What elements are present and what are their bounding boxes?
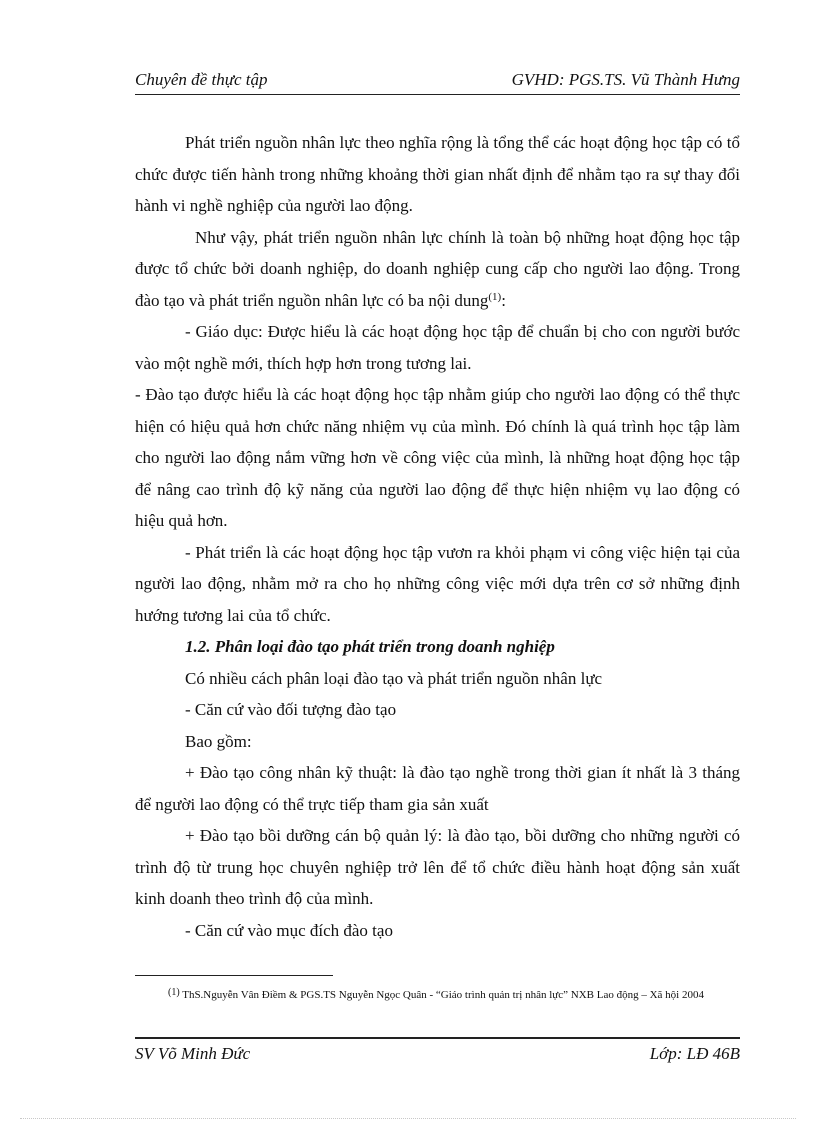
list-item-by-target: - Căn cứ vào đối tượng đào tạo xyxy=(185,700,397,719)
paragraph-classification-intro: Có nhiều cách phân loại đào tạo và phát triển nguồn nhân lực xyxy=(185,668,603,688)
footnote-separator xyxy=(135,975,333,976)
paragraph-includes: Bao gồm: xyxy=(185,731,252,751)
paragraph-hrd-broad-definition: Phát triển nguồn nhân lực theo nghĩa rộng là tổng thể các hoạt động học tập có tổ chức được tiến hành trong những khoảng thời gian nhất định để nhằm tạo ra sự thay đổi hành vi nghề nghiệp của người lao động. xyxy=(135,133,740,215)
page-body xyxy=(135,127,740,946)
list-item-managers: + Đào tạo bồi dưỡng cán bộ quản lý: là đào tạo, bồi dưỡng cho những người có trình độ từ trung học chuyên nghiệp trở lên để tổ chức điều hành hoạt động sản xuất kinh doanh theo trình độ của mình. xyxy=(135,826,740,908)
header-supervisor: GVHD: PGS.TS. Vũ Thành Hưng xyxy=(511,70,740,89)
page-bottom-divider xyxy=(20,1118,796,1119)
footer-class: Lớp: LĐ 46B xyxy=(649,1044,740,1063)
footnote-text: ThS.Nguyễn Vân Điềm & PGS.TS Nguyễn Ngọc Quân - “Giáo trình quản trị nhân lực” NXB Lao động – Xã hội 2004 xyxy=(179,989,704,1001)
footnote-marker: (1) xyxy=(168,987,180,998)
paragraph-development: - Phát triển là các hoạt động học tập vươn ra khỏi phạm vi công việc hiện tại của người lao động, nhằm mở ra cho họ những công việc mới dựa trên cơ sở những định hướng tương lai của tổ chức. xyxy=(135,542,740,625)
footnote xyxy=(168,989,748,1001)
header-document-type: Chuyên đề thực tập xyxy=(135,70,268,89)
list-item-by-purpose: - Căn cứ vào mục đích đào tạo xyxy=(185,920,393,940)
footer-separator xyxy=(135,1037,740,1039)
list-item-technical-workers: + Đào tạo công nhân kỹ thuật: là đào tạo nghề trong thời gian ít nhất là 3 tháng để người lao động có thể trực tiếp tham gia sản xuất xyxy=(135,763,740,814)
paragraph-education: - Giáo dục: Được hiểu là các hoạt động học tập để chuẩn bị cho con người bước vào một nghề mới, thích hợp hơn trong tương lai. xyxy=(135,322,740,373)
section-heading: 1.2. Phân loại đào tạo phát triển trong doanh nghiệp xyxy=(185,637,555,656)
paragraph-hrd-summary-colon: : xyxy=(501,290,506,310)
footnote-reference: (1) xyxy=(488,290,502,303)
footer-student: SV Võ Minh Đức xyxy=(135,1044,251,1063)
paragraph-hrd-summary xyxy=(135,222,740,317)
paragraph-hrd-summary-text: Như vậy, phát triển nguồn nhân lực chính là toàn bộ những hoạt động học tập được tổ chức bởi doanh nghiệp, do doanh nghiệp cung cấp cho người lao động. Trong đào tạo và phát triển nguồn nhân lực có ba nội dung xyxy=(135,227,740,310)
page-header xyxy=(135,68,740,95)
paragraph-training: - Đào tạo được hiểu là các hoạt động học tập nhằm giúp cho người lao động có thể thực hiện có hiệu quả hơn chức năng nhiệm vụ của mình. Đó chính là quá trình học tập làm cho người lao động nắm vững hơn về công việc của mình, là những hoạt động học tập để nâng cao trình độ kỹ năng của người lao động để thực hiện nhiệm vụ lao động có hiệu quả hơn. xyxy=(135,385,740,530)
page-footer xyxy=(135,1044,740,1068)
